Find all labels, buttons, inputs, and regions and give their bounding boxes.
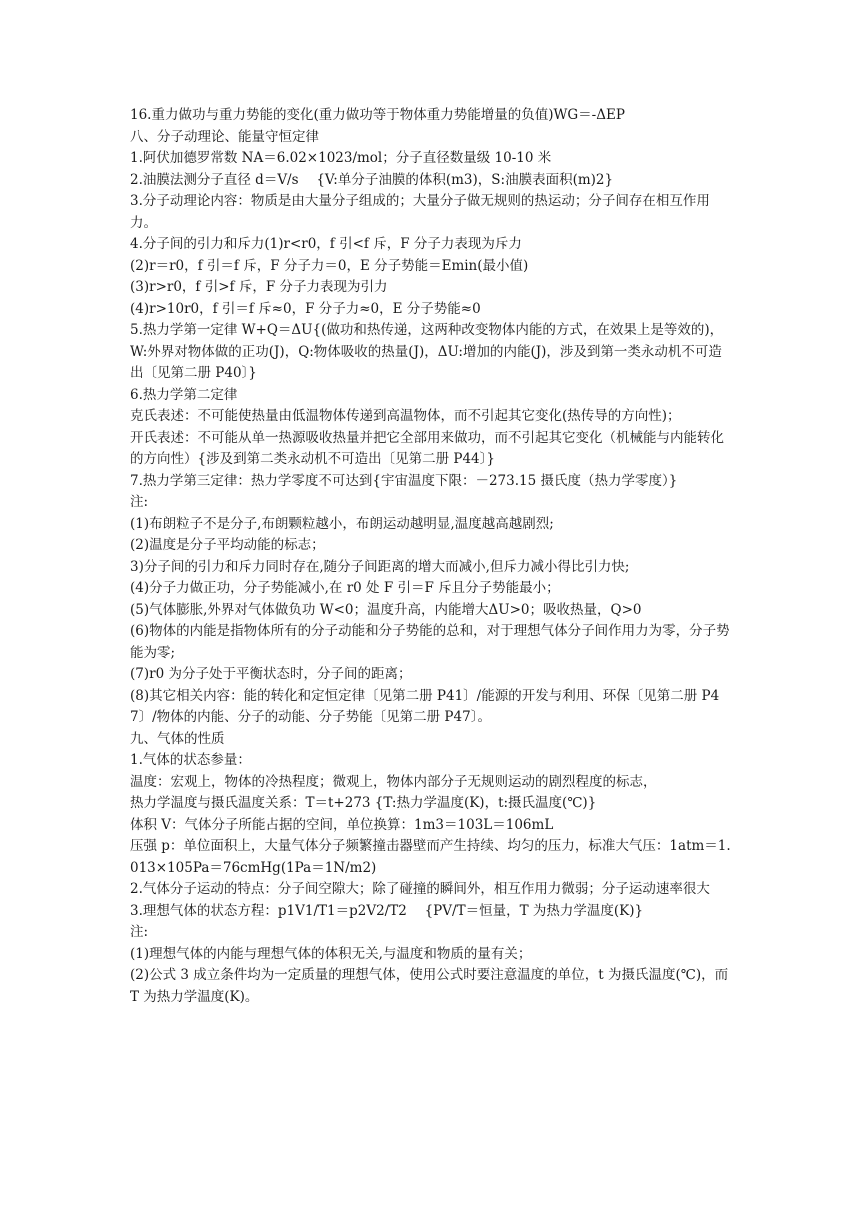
- text-line: 克氏表述：不可能使热量由低温物体传递到高温物体，而不引起其它变化(热传导的方向性)；: [130, 408, 681, 424]
- text-line: 体积 V：气体分子所能占据的空间，单位换算：1m3＝103L＝106mL: [130, 816, 554, 833]
- text-line: 6.热力学第二定律: [130, 386, 238, 403]
- text-line: 温度：宏观上，物体的冷热程度；微观上，物体内部分子无规则运动的剧烈程度的标志，: [130, 773, 657, 790]
- note-item: (2)温度是分子平均动能的标志；: [130, 537, 325, 553]
- text-line: 1.气体的状态参量：: [130, 752, 251, 768]
- text-line: 3.理想气体的状态方程：p1V1/T1＝p2V2/T2 {PV/T＝恒量，T 为热力学温度(K)}: [130, 902, 644, 919]
- note-item: (1)理想气体的内能与理想气体的体积无关,与温度和物质的量有关；: [130, 945, 532, 962]
- text-line: (3)r>r0，f 引>f 斥，F 分子力表现为引力: [130, 279, 388, 295]
- note-item: (6)物体的内能是指物体所有的分子动能和分子势能的总和，对于理想气体分子间作用力为零，分子势能为零;: [130, 623, 730, 661]
- note-item: (5)气体膨胀,外界对气体做负功 W<0；温度升高，内能增大ΔU>0；吸收热量，Q>0: [130, 601, 642, 618]
- note-item: 3)分子间的引力和斥力同时存在,随分子间距离的增大而减小,但斥力减小得比引力快;: [130, 558, 630, 575]
- note-item: (7)r0 为分子处于平衡状态时，分子间的距离；: [130, 666, 412, 682]
- note-item: (4)分子力做正功，分子势能减小,在 r0 处 F 引＝F 斥且分子势能最小；: [130, 580, 560, 596]
- text-line: 开氏表述：不可能从单一热源吸收热量并把它全部用来做功，而不引起其它变化（机械能与内能转化的方向性）{涉及到第二类永动机不可造出〔见第二册 P44〕}: [130, 429, 724, 467]
- section-heading: 九、气体的性质: [130, 730, 225, 747]
- note-label: 注:: [130, 494, 149, 510]
- note-label: 注:: [130, 924, 149, 940]
- text-line: 16.重力做功与重力势能的变化(重力做功等于物体重力势能增量的负值)WG＝-ΔEP: [130, 107, 625, 123]
- section-heading: 八、分子动理论、能量守恒定律: [130, 128, 319, 145]
- note-item: (1)布朗粒子不是分子,布朗颗粒越小，布朗运动越明显,温度越高越剧烈;: [130, 515, 554, 532]
- text-line: 5.热力学第一定律 W+Q＝ΔU{(做功和热传递，这两种改变物体内能的方式，在效果上是等效的)，: [130, 322, 724, 338]
- text-line: (4)r>10r0，f 引＝f 斥≈0，F 分子力≈0，E 分子势能≈0: [130, 300, 481, 317]
- text-line: 7.热力学第三定律：热力学零度不可达到{宇宙温度下限：－273.15 摄氏度（热力学零度）}: [130, 472, 678, 489]
- text-line: 3.分子动理论内容：物质是由大量分子组成的；大量分子做无规则的热运动；分子间存在相互作用力。: [130, 193, 710, 231]
- text-line: 4.分子间的引力和斥力(1)r<r0，f 引<f 斥，F 分子力表现为斥力: [130, 236, 522, 252]
- text-line: W:外界对物体做的正功(J)，Q:物体吸收的热量(J)，ΔU:增加的内能(J)，涉及到第一类永动机不可造出〔见第二册 P40〕}: [130, 343, 722, 381]
- note-item: (8)其它相关内容：能的转化和定恒定律〔见第二册 P41〕/能源的开发与利用、环保〔见第二册 P47〕/物体的内能、分子的动能、分子势能〔见第二册 P47〕。: [130, 687, 720, 725]
- document-body: [130, 105, 735, 1008]
- text-line: (2)r＝r0，f 引＝f 斥，F 分子力＝0，E 分子势能＝Emin(最小值): [130, 257, 529, 274]
- text-line: 2.气体分子运动的特点：分子间空隙大；除了碰撞的瞬间外，相互作用力微弱；分子运动速率很大: [130, 881, 710, 897]
- note-item: (2)公式 3 成立条件均为一定质量的理想气体，使用公式时要注意温度的单位，t 为摄氏温度(℃)，而 T 为热力学温度(K)。: [130, 967, 729, 1005]
- text-line: 热力学温度与摄氏温度关系：T＝t+273 {T:热力学温度(K)，t:摄氏温度(℃)}: [130, 795, 597, 811]
- text-line: 2.油膜法测分子直径 d＝V/s {V:单分子油膜的体积(m3)，S:油膜表面积(m)2}: [130, 171, 614, 188]
- text-line: 压强 p：单位面积上，大量气体分子频繁撞击器壁而产生持续、均匀的压力，标准大气压：1atm＝1.013×105Pa＝76cmHg(1Pa＝1N/m2): [130, 838, 731, 876]
- text-line: 1.阿伏加德罗常数 NA＝6.02×1023/mol；分子直径数量级 10-10 米: [130, 150, 552, 166]
